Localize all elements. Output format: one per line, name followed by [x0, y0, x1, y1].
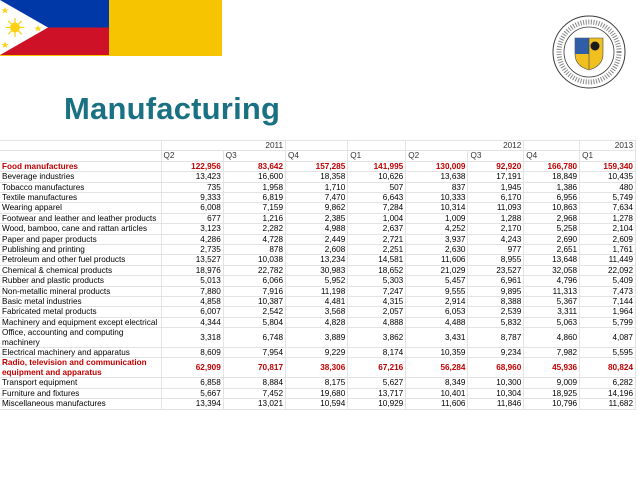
table-cell: 1,009 — [406, 213, 468, 223]
table-cell: 10,038 — [223, 255, 285, 265]
table-cell: 18,849 — [524, 172, 580, 182]
table-cell: 4,252 — [406, 224, 468, 234]
table-cell: 5,258 — [524, 224, 580, 234]
table-cell: 122,956 — [161, 161, 223, 171]
row-label: Beverage industries — [0, 172, 161, 182]
table-cell: 10,359 — [406, 348, 468, 358]
table-row — [0, 317, 636, 327]
row-label: Miscellaneous manufactures — [0, 399, 161, 409]
table-cell: 2,449 — [286, 234, 348, 244]
table-cell: 4,828 — [286, 317, 348, 327]
table-cell: 2,630 — [406, 245, 468, 255]
table-cell: 4,087 — [580, 328, 636, 348]
table-cell: 9,555 — [406, 286, 468, 296]
table-cell: 2,968 — [524, 213, 580, 223]
table-cell: 2,282 — [223, 224, 285, 234]
table-cell: 13,234 — [286, 255, 348, 265]
table-cell: 7,144 — [580, 297, 636, 307]
table-cell: 4,888 — [348, 317, 406, 327]
row-label: Furniture and fixtures — [0, 388, 161, 398]
table-cell: 10,300 — [468, 378, 524, 388]
quarter-header: Q2 — [161, 151, 223, 161]
table-cell: 5,367 — [524, 297, 580, 307]
table-cell: 18,652 — [348, 265, 406, 275]
table-cell: 677 — [161, 213, 223, 223]
table-cell: 3,431 — [406, 328, 468, 348]
table-cell: 8,955 — [468, 255, 524, 265]
table-cell: 10,304 — [468, 388, 524, 398]
table-cell: 6,956 — [524, 193, 580, 203]
table-cell: 4,860 — [524, 328, 580, 348]
row-label: Paper and paper products — [0, 234, 161, 244]
table-cell: 10,314 — [406, 203, 468, 213]
table-row — [0, 399, 636, 409]
row-label: Wearing apparel — [0, 203, 161, 213]
table-cell: 7,916 — [223, 286, 285, 296]
table-cell: 1,278 — [580, 213, 636, 223]
table-cell: 5,832 — [468, 317, 524, 327]
table-cell: 9,895 — [468, 286, 524, 296]
table-cell: 80,824 — [580, 358, 636, 378]
table-cell: 6,858 — [161, 378, 223, 388]
quarter-header: Q3 — [468, 151, 524, 161]
table-cell: 10,435 — [580, 172, 636, 182]
table-cell: 6,819 — [223, 193, 285, 203]
table-cell: 10,594 — [286, 399, 348, 409]
table-cell: 5,409 — [580, 276, 636, 286]
table-cell: 3,937 — [406, 234, 468, 244]
table-cell: 5,013 — [161, 276, 223, 286]
year-header-2011: 2011 — [161, 141, 286, 151]
table-cell: 5,749 — [580, 193, 636, 203]
row-label: Non-metallic mineral products — [0, 286, 161, 296]
table-cell: 507 — [348, 182, 406, 192]
row-label: Tobacco manufactures — [0, 182, 161, 192]
table-cell: 13,527 — [161, 255, 223, 265]
table-cell: 7,982 — [524, 348, 580, 358]
table-cell: 6,170 — [468, 193, 524, 203]
table-cell: 166,780 — [524, 161, 580, 171]
table-cell: 2,251 — [348, 245, 406, 255]
table-cell: 6,643 — [348, 193, 406, 203]
year-header-2012: 2012 — [406, 141, 524, 151]
table-cell: 7,470 — [286, 193, 348, 203]
table-cell: 18,976 — [161, 265, 223, 275]
quarter-header: Q3 — [223, 151, 285, 161]
table-cell: 8,349 — [406, 378, 468, 388]
table-cell: 1,386 — [524, 182, 580, 192]
table-cell: 11,093 — [468, 203, 524, 213]
table-cell: 735 — [161, 182, 223, 192]
table-cell: 878 — [223, 245, 285, 255]
table-cell: 5,804 — [223, 317, 285, 327]
table-row — [0, 388, 636, 398]
table-cell: 7,954 — [223, 348, 285, 358]
table-cell: 4,796 — [524, 276, 580, 286]
table-row — [0, 378, 636, 388]
table-cell: 8,175 — [286, 378, 348, 388]
table-cell: 2,608 — [286, 245, 348, 255]
table-row — [0, 358, 636, 378]
table-cell: 22,092 — [580, 265, 636, 275]
table-cell: 1,288 — [468, 213, 524, 223]
table-cell: 56,284 — [406, 358, 468, 378]
table-cell: 8,884 — [223, 378, 285, 388]
table-cell: 10,387 — [223, 297, 285, 307]
table-cell: 6,008 — [161, 203, 223, 213]
table-cell: 2,914 — [406, 297, 468, 307]
table-cell: 10,333 — [406, 193, 468, 203]
row-label: Petroleum and other fuel products — [0, 255, 161, 265]
table-cell: 6,053 — [406, 307, 468, 317]
table-row — [0, 265, 636, 275]
table-cell: 7,452 — [223, 388, 285, 398]
university-seal-icon — [551, 14, 627, 90]
table-cell: 8,388 — [468, 297, 524, 307]
table-cell: 45,936 — [524, 358, 580, 378]
quarter-header: Q4 — [286, 151, 348, 161]
table-row — [0, 203, 636, 213]
table-cell: 3,318 — [161, 328, 223, 348]
table-cell: 4,481 — [286, 297, 348, 307]
row-label: Publishing and printing — [0, 245, 161, 255]
table-cell: 4,286 — [161, 234, 223, 244]
table-row — [0, 182, 636, 192]
table-cell: 9,862 — [286, 203, 348, 213]
table-cell: 30,983 — [286, 265, 348, 275]
table-cell: 83,642 — [223, 161, 285, 171]
table-cell: 13,717 — [348, 388, 406, 398]
table-cell: 2,637 — [348, 224, 406, 234]
table-cell: 5,303 — [348, 276, 406, 286]
quarter-header-row — [0, 151, 636, 161]
table-cell: 4,488 — [406, 317, 468, 327]
table-cell: 6,007 — [161, 307, 223, 317]
table-row — [0, 213, 636, 223]
table-cell: 3,889 — [286, 328, 348, 348]
table-cell: 2,542 — [223, 307, 285, 317]
table-cell: 6,282 — [580, 378, 636, 388]
table-row — [0, 286, 636, 296]
page-title: Manufacturing — [64, 91, 281, 126]
table-cell: 22,782 — [223, 265, 285, 275]
table-cell: 2,057 — [348, 307, 406, 317]
table-cell: 3,311 — [524, 307, 580, 317]
table-cell: 16,600 — [223, 172, 285, 182]
table-cell: 7,247 — [348, 286, 406, 296]
table-cell: 32,058 — [524, 265, 580, 275]
table-row — [0, 297, 636, 307]
table-cell: 10,929 — [348, 399, 406, 409]
table-cell: 9,333 — [161, 193, 223, 203]
table-cell: 6,961 — [468, 276, 524, 286]
table-cell: 70,817 — [223, 358, 285, 378]
table-cell: 11,198 — [286, 286, 348, 296]
table-cell: 11,313 — [524, 286, 580, 296]
table-cell: 4,344 — [161, 317, 223, 327]
table-cell: 1,945 — [468, 182, 524, 192]
table-cell: 837 — [406, 182, 468, 192]
table-cell: 21,029 — [406, 265, 468, 275]
table-cell: 8,787 — [468, 328, 524, 348]
table-cell: 2,170 — [468, 224, 524, 234]
row-label: Radio, television and communication equipment and apparatus — [0, 358, 161, 378]
table-cell: 2,609 — [580, 234, 636, 244]
table-cell: 157,285 — [286, 161, 348, 171]
table-cell: 14,196 — [580, 388, 636, 398]
table-cell: 13,394 — [161, 399, 223, 409]
table-cell: 11,449 — [580, 255, 636, 265]
philippine-flag-icon — [0, 0, 109, 55]
table-cell: 5,627 — [348, 378, 406, 388]
table-cell: 38,306 — [286, 358, 348, 378]
table-cell: 4,988 — [286, 224, 348, 234]
quarter-header: Q4 — [524, 151, 580, 161]
table-cell: 13,638 — [406, 172, 468, 182]
table-cell: 480 — [580, 182, 636, 192]
table-row — [0, 193, 636, 203]
table-cell: 2,539 — [468, 307, 524, 317]
quarter-header: Q1 — [348, 151, 406, 161]
table-row — [0, 234, 636, 244]
table-cell: 5,667 — [161, 388, 223, 398]
table-cell: 1,004 — [348, 213, 406, 223]
row-label: Transport equipment — [0, 378, 161, 388]
table-cell: 23,527 — [468, 265, 524, 275]
row-label: Food manufactures — [0, 161, 161, 171]
table-cell: 14,581 — [348, 255, 406, 265]
table-cell: 11,846 — [468, 399, 524, 409]
table-cell: 159,340 — [580, 161, 636, 171]
table-cell: 13,021 — [223, 399, 285, 409]
table-cell: 5,799 — [580, 317, 636, 327]
row-label: Wood, bamboo, cane and rattan articles — [0, 224, 161, 234]
table-cell: 5,595 — [580, 348, 636, 358]
row-label: Chemical & chemical products — [0, 265, 161, 275]
table-cell: 2,721 — [348, 234, 406, 244]
row-label: Fabricated metal products — [0, 307, 161, 317]
quarter-header: Q2 — [406, 151, 468, 161]
table-cell: 2,690 — [524, 234, 580, 244]
table-cell: 8,174 — [348, 348, 406, 358]
year-header-2013: 2013 — [580, 141, 636, 151]
table-cell: 10,796 — [524, 399, 580, 409]
table-cell: 6,066 — [223, 276, 285, 286]
manufacturing-table — [0, 140, 638, 410]
table-cell: 141,995 — [348, 161, 406, 171]
table-cell: 7,284 — [348, 203, 406, 213]
table-cell: 2,104 — [580, 224, 636, 234]
table-cell: 6,748 — [223, 328, 285, 348]
table-cell: 3,568 — [286, 307, 348, 317]
table-cell: 7,159 — [223, 203, 285, 213]
table-row — [0, 328, 636, 348]
table-cell: 2,735 — [161, 245, 223, 255]
table-cell: 2,651 — [524, 245, 580, 255]
row-label: Textile manufactures — [0, 193, 161, 203]
table-cell: 19,680 — [286, 388, 348, 398]
table-cell: 5,063 — [524, 317, 580, 327]
table-cell: 17,191 — [468, 172, 524, 182]
table-row — [0, 307, 636, 317]
table-cell: 11,606 — [406, 255, 468, 265]
table-row — [0, 224, 636, 234]
row-label: Office, accounting and computing machinery — [0, 328, 161, 348]
table-row — [0, 276, 636, 286]
table-cell: 67,216 — [348, 358, 406, 378]
table-row — [0, 172, 636, 182]
table-cell: 2,385 — [286, 213, 348, 223]
table-cell: 10,401 — [406, 388, 468, 398]
table-row — [0, 255, 636, 265]
table-cell: 4,728 — [223, 234, 285, 244]
table-row — [0, 161, 636, 171]
table-cell: 7,634 — [580, 203, 636, 213]
table-cell: 4,243 — [468, 234, 524, 244]
table-cell: 11,682 — [580, 399, 636, 409]
table-cell: 8,609 — [161, 348, 223, 358]
table-cell: 92,920 — [468, 161, 524, 171]
table-cell: 18,358 — [286, 172, 348, 182]
table-cell: 18,925 — [524, 388, 580, 398]
table-cell: 3,123 — [161, 224, 223, 234]
table-cell: 10,863 — [524, 203, 580, 213]
table-cell: 4,315 — [348, 297, 406, 307]
table-cell: 68,960 — [468, 358, 524, 378]
row-label: Electrical machinery and apparatus — [0, 348, 161, 358]
row-label: Footwear and leather and leather products — [0, 213, 161, 223]
table-cell: 4,858 — [161, 297, 223, 307]
table-cell: 11,606 — [406, 399, 468, 409]
table-cell: 13,648 — [524, 255, 580, 265]
year-header-row — [0, 141, 636, 151]
table-cell: 1,216 — [223, 213, 285, 223]
table-row — [0, 245, 636, 255]
table-cell: 9,234 — [468, 348, 524, 358]
table-row — [0, 348, 636, 358]
table-cell: 1,958 — [223, 182, 285, 192]
row-label: Rubber and plastic products — [0, 276, 161, 286]
table-cell: 62,909 — [161, 358, 223, 378]
table-cell: 9,009 — [524, 378, 580, 388]
table-cell: 5,952 — [286, 276, 348, 286]
table-cell: 7,880 — [161, 286, 223, 296]
table-cell: 1,710 — [286, 182, 348, 192]
table-cell: 7,473 — [580, 286, 636, 296]
table-cell: 977 — [468, 245, 524, 255]
table-cell: 1,964 — [580, 307, 636, 317]
table-cell: 10,626 — [348, 172, 406, 182]
table-cell: 13,423 — [161, 172, 223, 182]
table-cell: 3,862 — [348, 328, 406, 348]
table-cell: 1,761 — [580, 245, 636, 255]
table-cell: 5,457 — [406, 276, 468, 286]
quarter-header: Q1 — [580, 151, 636, 161]
table-cell: 130,009 — [406, 161, 468, 171]
row-label: Basic metal industries — [0, 297, 161, 307]
table-cell: 9,229 — [286, 348, 348, 358]
row-label: Machinery and equipment except electrical — [0, 317, 161, 327]
